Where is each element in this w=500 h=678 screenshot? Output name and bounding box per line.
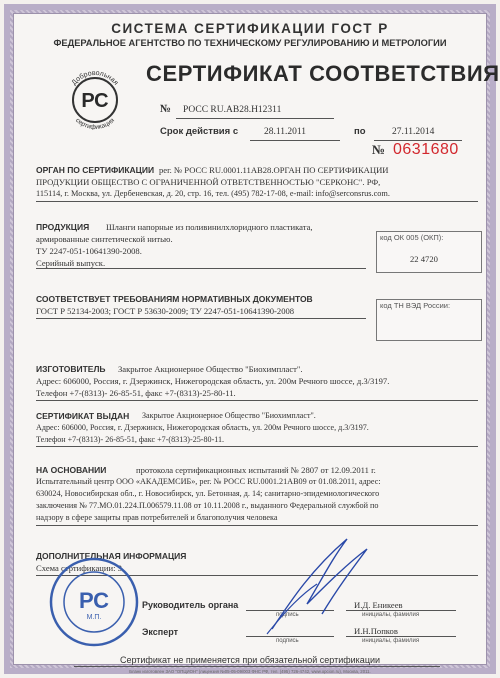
basis-underline	[36, 525, 478, 526]
expert-initials-caption: инициалы, фамилия	[362, 638, 420, 644]
okp-label: код ОК 005 (ОКП):	[380, 233, 444, 242]
product-label: ПРОДУКЦИЯ	[36, 222, 90, 232]
issued-to-line-1: Закрытое Акционерное Общество "Биохимпласт".	[142, 411, 316, 420]
head-sign-caption: подпись	[276, 612, 299, 618]
stamp-mark: РС	[78, 588, 110, 613]
stamp-mp: М.П.	[86, 614, 102, 621]
valid-to-label: по	[354, 126, 366, 137]
basis-line-5: надзору в сфере защиты прав потребителей и благополучия человека	[36, 513, 278, 522]
manufacturer-underline	[36, 400, 478, 401]
issued-to-line-3: Телефон +7-(8313)- 26-85-51, факс +7-(8313)-25-80-11.	[36, 435, 225, 444]
organ-underline	[36, 201, 478, 202]
system-title: СИСТЕМА СЕРТИФИКАЦИИ ГОСТ Р	[111, 21, 389, 36]
tnved-label: код ТН ВЭД России:	[380, 301, 451, 310]
basis-label: НА ОСНОВАНИИ	[36, 465, 107, 475]
issued-to-label: СЕРТИФИКАТ ВЫДАН	[36, 411, 130, 421]
valid-to: 27.11.2014	[392, 127, 435, 137]
expert-name: И.Н.Попков	[354, 626, 398, 636]
basis-line-2: Испытательный центр ООО «АКАДЕМСИБ», рег. № РОСС RU.0001.21АВ09 от 01.08.2011, адрес:	[36, 477, 381, 486]
head-initials-caption: инициалы, фамилия	[362, 612, 420, 618]
organ-line-2: ПРОДУКЦИИ ОБЩЕСТВО С ОГРАНИЧЕННОЙ ОТВЕТСТВЕННОСТЬЮ "СЕРКОНС". РФ,	[36, 177, 381, 187]
logo-top-text: Добровольная	[70, 69, 120, 87]
valid-from: 28.11.2011	[264, 127, 307, 137]
manufacturer-label: ИЗГОТОВИТЕЛЬ	[36, 364, 106, 374]
okp-value: 22 4720	[410, 254, 438, 264]
requirements-underline	[36, 318, 366, 319]
manufacturer-line-2: Адрес: 606000, Россия, г. Дзержинск, Нижегородская область, ул. 200м Речного шоссе, д.3/3197.	[36, 376, 390, 386]
basis-line-1: протокола сертификационных испытаний № 2807 от 12.09.2011 г.	[136, 465, 376, 475]
printer-note: Бланк изготовлен ЗАО "ОПЦИОН" (лицензия №05-05-09/003 ФНС РФ, тел. (495) 726-4742, www.opcion.ru), Москва, 2011.	[129, 669, 371, 674]
requirements-label: СООТВЕТСТВУЕТ ТРЕБОВАНИЯМ НОРМАТИВНЫХ ДОКУМЕНТОВ	[36, 294, 313, 304]
organ-stamp	[48, 556, 140, 648]
blank-number: 0631680	[393, 141, 459, 158]
certificate-number: РОСС RU.АВ28.Н12311	[183, 105, 282, 115]
gost-r-logo	[60, 64, 130, 130]
validity-label: Срок действия с	[160, 126, 239, 137]
product-line-3: ТУ 2247-051-10641390-2008.	[36, 246, 142, 256]
svg-text:сертификация	[74, 117, 116, 130]
agency-title: ФЕДЕРАЛЬНОЕ АГЕНТСТВО ПО ТЕХНИЧЕСКОМУ РЕГУЛИРОВАНИЮ И МЕТРОЛОГИИ	[53, 38, 447, 48]
issued-to-line-2: Адрес: 606000, Россия, г. Дзержинск, Нижегородская область, ул. 200м Речного шоссе, д.3/3197.	[36, 423, 369, 432]
issued-to-underline	[36, 446, 478, 447]
number-label: №	[160, 103, 172, 115]
blank-number-label: №	[372, 142, 386, 157]
basis-line-4: заключения № 77.МО.01.224.П.006579.11.08 от 10.11.2008 г., выданного Федеральной службой по	[36, 501, 379, 510]
footer-note: Сертификат не применяется при обязательной сертификации	[119, 655, 381, 665]
head-label: Руководитель органа	[142, 600, 239, 610]
manufacturer-line-3: Телефон +7-(8313)- 26-85-51, факс +7-(8313)-25-80-11.	[36, 388, 236, 398]
product-line-4: Серийный выпуск.	[36, 258, 106, 268]
additional-label: ДОПОЛНИТЕЛЬНАЯ ИНФОРМАЦИЯ	[36, 551, 187, 561]
document-title: СЕРТИФИКАТ СООТВЕТСТВИЯ	[146, 61, 500, 86]
logo-mark: РС	[81, 90, 109, 112]
expert-sign-caption: подпись	[276, 638, 299, 644]
footer-line	[74, 666, 440, 667]
head-name: И.Д. Еникеев	[354, 600, 403, 610]
organ-label: ОРГАН ПО СЕРТИФИКАЦИИ	[36, 165, 155, 175]
handwritten-signature	[252, 529, 382, 639]
product-underline	[36, 268, 366, 269]
valid-from-underline	[250, 140, 340, 141]
product-line-2: армированные синтетической нитью.	[36, 234, 173, 244]
requirements-text: ГОСТ Р 52134-2003; ГОСТ Р 53630-2009; ТУ 2247-051-10641390-2008	[36, 306, 295, 316]
basis-line-3: 630024, Новосибирская обл., г. Новосибирск, ул. Бетонная, д. 14; санитарно-эпидемиологического	[36, 489, 380, 498]
manufacturer-line-1: Закрытое Акционерное Общество "Биохимпласт".	[118, 364, 303, 374]
logo-bottom-text: сертификация	[74, 117, 116, 130]
product-line-1: Шланги напорные из поливинилхлоридного пластиката,	[106, 222, 313, 232]
certificate-body	[13, 13, 500, 674]
number-underline	[176, 118, 334, 119]
additional-text: Схема сертификации: 3.	[36, 563, 125, 573]
expert-label: Эксперт	[142, 627, 179, 637]
organ-line-1: рег. № РОСС RU.0001.11АВ28.ОРГАН ПО СЕРТИФИКАЦИИ	[159, 165, 389, 175]
organ-line-3: 115114, г. Москва, ул. Дербеневская, д. 20, стр. 16, тел. (495) 782-17-08, e-mail: info@serconsrus.com.	[36, 189, 390, 198]
